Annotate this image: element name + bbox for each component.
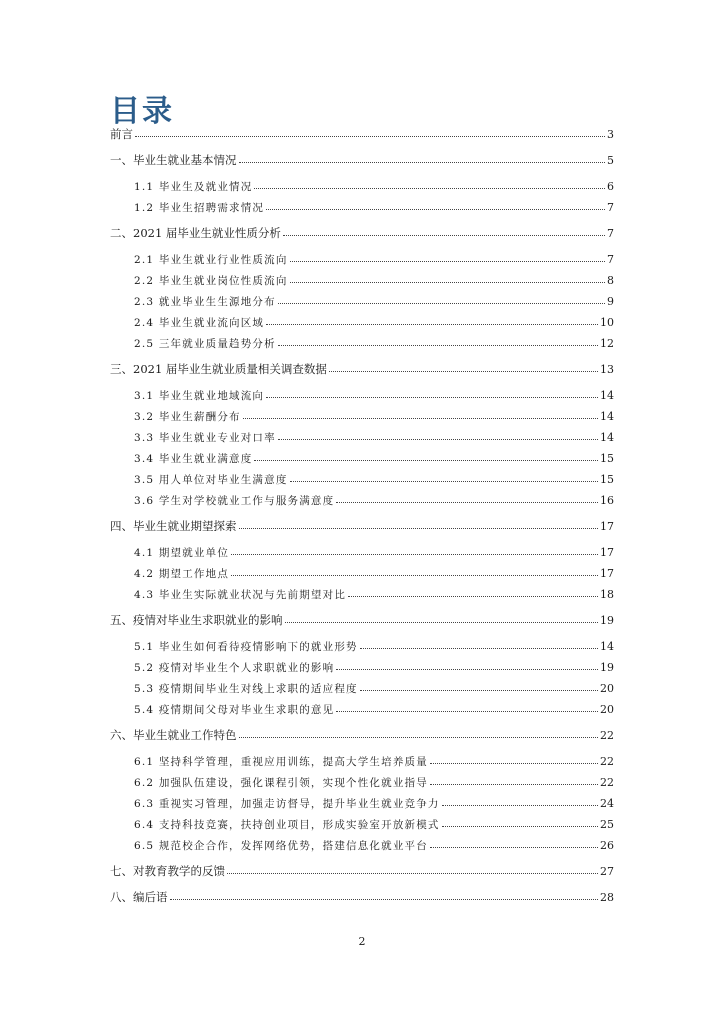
toc-entry-label: 六、毕业生就业工作特色 bbox=[110, 728, 237, 742]
toc-entry-page: 5 bbox=[607, 154, 614, 167]
toc-entry-page: 18 bbox=[600, 588, 614, 601]
toc-entry-label: 6.4 支持科技竞赛，扶持创业项目，形成实验室开放新模式 bbox=[134, 819, 440, 831]
toc-entry-page: 14 bbox=[600, 389, 614, 402]
toc-dot-leader bbox=[243, 409, 598, 419]
toc-section-entry[interactable] bbox=[110, 776, 614, 789]
toc-section-entry[interactable] bbox=[110, 295, 614, 308]
toc-dot-leader bbox=[442, 817, 598, 827]
toc-dot-leader bbox=[135, 127, 605, 137]
toc-entry-label: 6.2 加强队伍建设，强化课程引领，实现个性化就业指导 bbox=[134, 777, 428, 789]
toc-entry-page: 15 bbox=[600, 473, 614, 486]
toc-chapter-entry[interactable] bbox=[110, 520, 614, 533]
toc-entry-page: 8 bbox=[607, 274, 614, 287]
toc-entry-page: 16 bbox=[600, 494, 614, 507]
toc-entry-label: 前言 bbox=[110, 127, 133, 141]
toc-chapter-entry[interactable] bbox=[110, 891, 614, 904]
toc-dot-leader bbox=[329, 362, 598, 372]
toc-section-entry[interactable] bbox=[110, 682, 614, 695]
toc-section-entry[interactable] bbox=[110, 494, 614, 507]
toc-section-entry[interactable] bbox=[110, 588, 614, 601]
toc-entry-page: 7 bbox=[607, 201, 614, 214]
toc-entry-label: 2.2 毕业生就业岗位性质流向 bbox=[134, 275, 288, 287]
toc-entry-label: 三、2021 届毕业生就业质量相关调查数据 bbox=[110, 362, 327, 376]
toc-entry-page: 17 bbox=[600, 520, 614, 533]
toc-dot-leader bbox=[227, 864, 598, 874]
toc-entry-page: 22 bbox=[600, 776, 614, 789]
toc-dot-leader bbox=[231, 566, 598, 576]
toc-dot-leader bbox=[336, 702, 598, 712]
toc-dot-leader bbox=[283, 226, 605, 236]
toc-entry-label: 2.3 就业毕业生生源地分布 bbox=[134, 296, 276, 308]
toc-section-entry[interactable] bbox=[110, 473, 614, 486]
toc-entry-page: 14 bbox=[600, 410, 614, 423]
toc-entry-page: 24 bbox=[600, 797, 614, 810]
toc-section-entry[interactable] bbox=[110, 839, 614, 852]
toc-dot-leader bbox=[231, 545, 598, 555]
toc-dot-leader bbox=[336, 493, 598, 503]
toc-dot-leader bbox=[360, 639, 598, 649]
toc-entry-label: 五、疫情对毕业生求职就业的影响 bbox=[110, 613, 283, 627]
page-number: 2 bbox=[358, 935, 366, 948]
toc-section-entry[interactable] bbox=[110, 180, 614, 193]
toc-entry-page: 17 bbox=[600, 567, 614, 580]
toc-entry-page: 7 bbox=[607, 227, 614, 240]
toc-section-entry[interactable] bbox=[110, 640, 614, 653]
toc-entry-label: 6.5 规范校企合作，发挥网络优势，搭建信息化就业平台 bbox=[134, 840, 428, 852]
toc-section-entry[interactable] bbox=[110, 337, 614, 350]
toc-section-entry[interactable] bbox=[110, 410, 614, 423]
toc-entry-page: 9 bbox=[607, 295, 614, 308]
toc-dot-leader bbox=[430, 838, 598, 848]
toc-entry-label: 2.5 三年就业质量趋势分析 bbox=[134, 338, 276, 350]
toc-entry-label: 5.1 毕业生如何看待疫情影响下的就业形势 bbox=[134, 641, 358, 653]
toc-entry-label: 七、对教育教学的反馈 bbox=[110, 864, 225, 878]
toc-entry-label: 一、毕业生就业基本情况 bbox=[110, 153, 237, 167]
toc-entry-label: 八、编后语 bbox=[110, 890, 168, 904]
toc-entry-label: 四、毕业生就业期望探索 bbox=[110, 519, 237, 533]
toc-list bbox=[110, 128, 614, 904]
toc-dot-leader bbox=[336, 660, 598, 670]
toc-section-entry[interactable] bbox=[110, 201, 614, 214]
toc-entry-label: 5.4 疫情期间父母对毕业生求职的意见 bbox=[134, 704, 335, 716]
toc-entry-page: 26 bbox=[600, 839, 614, 852]
toc-dot-leader bbox=[254, 451, 598, 461]
toc-entry-label: 2.1 毕业生就业行业性质流向 bbox=[134, 254, 288, 266]
toc-chapter-entry[interactable] bbox=[110, 614, 614, 627]
toc-entry-label: 5.2 疫情对毕业生个人求职就业的影响 bbox=[134, 662, 335, 674]
toc-section-entry[interactable] bbox=[110, 797, 614, 810]
toc-entry-page: 17 bbox=[600, 546, 614, 559]
toc-title: 目录 bbox=[110, 94, 174, 129]
toc-section-entry[interactable] bbox=[110, 546, 614, 559]
toc-entry-label: 3.3 毕业生就业专业对口率 bbox=[134, 432, 276, 444]
toc-section-entry[interactable] bbox=[110, 452, 614, 465]
toc-entry-page: 28 bbox=[600, 891, 614, 904]
toc-section-entry[interactable] bbox=[110, 703, 614, 716]
toc-entry-page: 25 bbox=[600, 818, 614, 831]
toc-entry-page: 14 bbox=[600, 640, 614, 653]
toc-dot-leader bbox=[170, 890, 599, 900]
toc-dot-leader bbox=[266, 388, 598, 398]
toc-section-entry[interactable] bbox=[110, 274, 614, 287]
toc-dot-leader bbox=[254, 179, 605, 189]
toc-dot-leader bbox=[239, 153, 606, 163]
toc-entry-page: 14 bbox=[600, 431, 614, 444]
toc-dot-leader bbox=[348, 587, 598, 597]
toc-dot-leader bbox=[290, 472, 598, 482]
toc-dot-leader bbox=[239, 519, 599, 529]
toc-entry-page: 15 bbox=[600, 452, 614, 465]
toc-entry-label: 1.2 毕业生招聘需求情况 bbox=[134, 202, 265, 214]
toc-entry-label: 3.1 毕业生就业地域流向 bbox=[134, 390, 265, 402]
toc-entry-label: 4.1 期望就业单位 bbox=[134, 547, 230, 559]
toc-section-entry[interactable] bbox=[110, 431, 614, 444]
toc-entry-page: 19 bbox=[600, 661, 614, 674]
toc-dot-leader bbox=[290, 273, 605, 283]
toc-entry-page: 12 bbox=[600, 337, 614, 350]
toc-dot-leader bbox=[430, 775, 598, 785]
toc-entry-label: 二、2021 届毕业生就业性质分析 bbox=[110, 226, 281, 240]
toc-section-entry[interactable] bbox=[110, 755, 614, 768]
toc-entry-page: 7 bbox=[607, 253, 614, 266]
toc-entry-page: 22 bbox=[600, 755, 614, 768]
toc-entry-page: 6 bbox=[607, 180, 614, 193]
toc-section-entry[interactable] bbox=[110, 818, 614, 831]
toc-dot-leader bbox=[442, 796, 598, 806]
toc-section-entry[interactable] bbox=[110, 661, 614, 674]
toc-dot-leader bbox=[266, 315, 598, 325]
toc-entry-label: 3.2 毕业生薪酬分布 bbox=[134, 411, 241, 423]
toc-entry-page: 20 bbox=[600, 703, 614, 716]
toc-entry-page: 19 bbox=[600, 614, 614, 627]
toc-section-entry[interactable] bbox=[110, 253, 614, 266]
toc-dot-leader bbox=[278, 336, 598, 346]
toc-chapter-entry[interactable] bbox=[110, 128, 614, 141]
toc-chapter-entry[interactable] bbox=[110, 227, 614, 240]
toc-chapter-entry[interactable] bbox=[110, 865, 614, 878]
toc-section-entry[interactable] bbox=[110, 389, 614, 402]
toc-dot-leader bbox=[239, 728, 599, 738]
toc-section-entry[interactable] bbox=[110, 316, 614, 329]
toc-chapter-entry[interactable] bbox=[110, 154, 614, 167]
toc-entry-label: 2.4 毕业生就业流向区域 bbox=[134, 317, 265, 329]
toc-chapter-entry[interactable] bbox=[110, 363, 614, 376]
toc-dot-leader bbox=[430, 754, 598, 764]
toc-dot-leader bbox=[278, 294, 605, 304]
toc-entry-label: 4.2 期望工作地点 bbox=[134, 568, 230, 580]
toc-dot-leader bbox=[278, 430, 598, 440]
toc-dot-leader bbox=[285, 613, 599, 623]
toc-entry-page: 27 bbox=[600, 865, 614, 878]
toc-entry-label: 4.3 毕业生实际就业状况与先前期望对比 bbox=[134, 589, 347, 601]
toc-entry-label: 3.6 学生对学校就业工作与服务满意度 bbox=[134, 495, 335, 507]
toc-section-entry[interactable] bbox=[110, 567, 614, 580]
toc-entry-label: 5.3 疫情期间毕业生对线上求职的适应程度 bbox=[134, 683, 358, 695]
toc-chapter-entry[interactable] bbox=[110, 729, 614, 742]
toc-entry-label: 3.4 毕业生就业满意度 bbox=[134, 453, 253, 465]
toc-entry-label: 3.5 用人单位对毕业生满意度 bbox=[134, 474, 288, 486]
toc-entry-page: 13 bbox=[600, 363, 614, 376]
toc-entry-label: 6.1 坚持科学管理，重视应用训练，提高大学生培养质量 bbox=[134, 756, 428, 768]
toc-dot-leader bbox=[360, 681, 598, 691]
toc-entry-page: 20 bbox=[600, 682, 614, 695]
toc-dot-leader bbox=[290, 252, 605, 262]
toc-entry-label: 1.1 毕业生及就业情况 bbox=[134, 181, 253, 193]
toc-dot-leader bbox=[266, 200, 605, 210]
toc-entry-label: 6.3 重视实习管理，加强走访督导，提升毕业生就业竞争力 bbox=[134, 798, 440, 810]
toc-entry-page: 22 bbox=[600, 729, 614, 742]
toc-entry-page: 3 bbox=[607, 128, 614, 141]
toc-entry-page: 10 bbox=[600, 316, 614, 329]
